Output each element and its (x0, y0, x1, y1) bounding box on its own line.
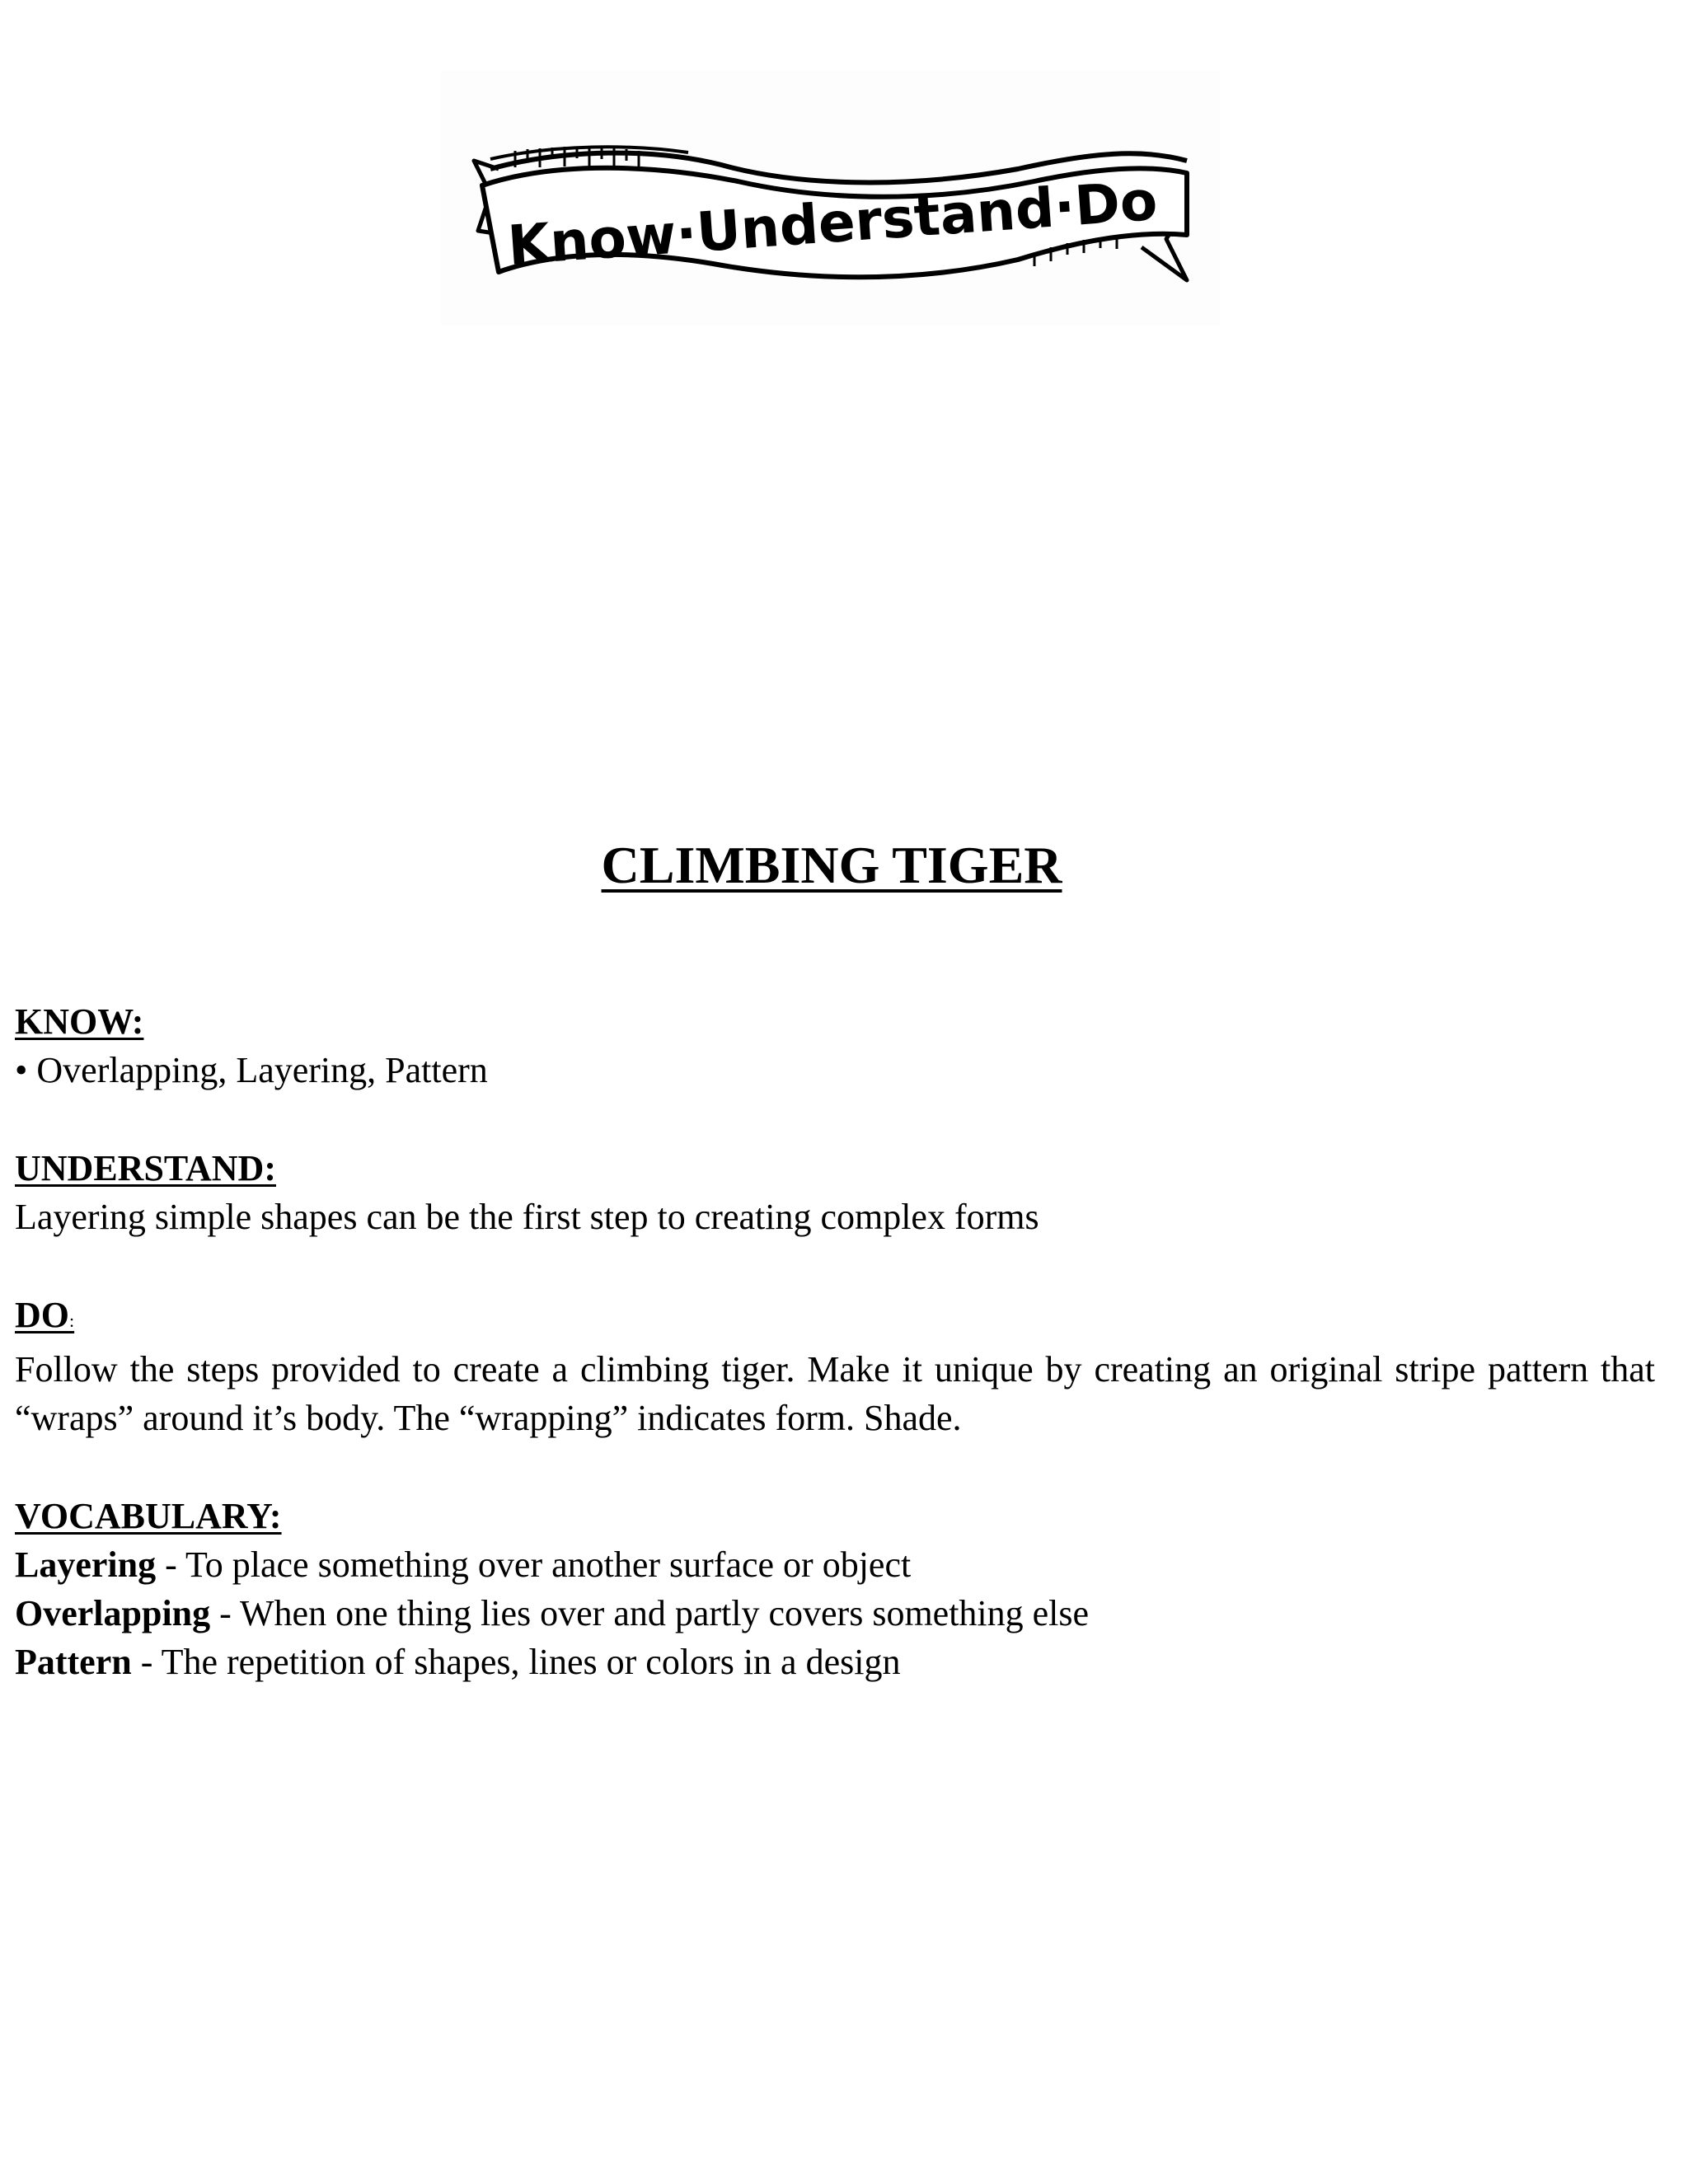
understand-section (15, 1144, 1655, 1241)
vocabulary-entry (15, 1638, 1655, 1686)
vocabulary-heading: VOCABULARY: (15, 1496, 282, 1536)
know-heading: KNOW: (15, 1001, 144, 1042)
vocabulary-definition: - The repetition of shapes, lines or colors in a design (131, 1642, 901, 1682)
do-section (15, 1291, 1655, 1442)
understand-text: Layering simple shapes can be the first step to creating complex forms (15, 1197, 1039, 1237)
vocabulary-definition: - When one thing lies over and partly covers something else (210, 1593, 1090, 1633)
banner-ribbon-icon (441, 70, 1220, 326)
lesson-content (15, 997, 1655, 1686)
vocabulary-entry (15, 1589, 1655, 1638)
do-text: Follow the steps provided to create a climbing tiger. Make it unique by creating an original stripe pattern that “wraps” around it’s body. The “wrapping” indicates form. Shade. (15, 1349, 1655, 1438)
understand-heading: UNDERSTAND: (15, 1148, 276, 1188)
do-heading (15, 1291, 1655, 1345)
know-understand-do-banner-logo (441, 70, 1220, 326)
know-item: • Overlapping, Layering, Pattern (15, 1050, 488, 1090)
vocabulary-term: Layering (15, 1544, 157, 1585)
know-section (15, 997, 1655, 1094)
vocabulary-entry (15, 1540, 1655, 1589)
page-title-text: CLIMBING TIGER (601, 836, 1062, 894)
do-heading-text: DO (15, 1295, 69, 1335)
do-heading-colon: : (69, 1310, 75, 1331)
vocabulary-definition: - To place something over another surface or object (156, 1544, 912, 1585)
page-title (0, 832, 1663, 898)
vocabulary-term: Overlapping (15, 1593, 211, 1633)
banner-text: Know·Understand·Do (505, 168, 1160, 278)
vocabulary-section (15, 1492, 1655, 1686)
vocabulary-term: Pattern (15, 1642, 132, 1682)
